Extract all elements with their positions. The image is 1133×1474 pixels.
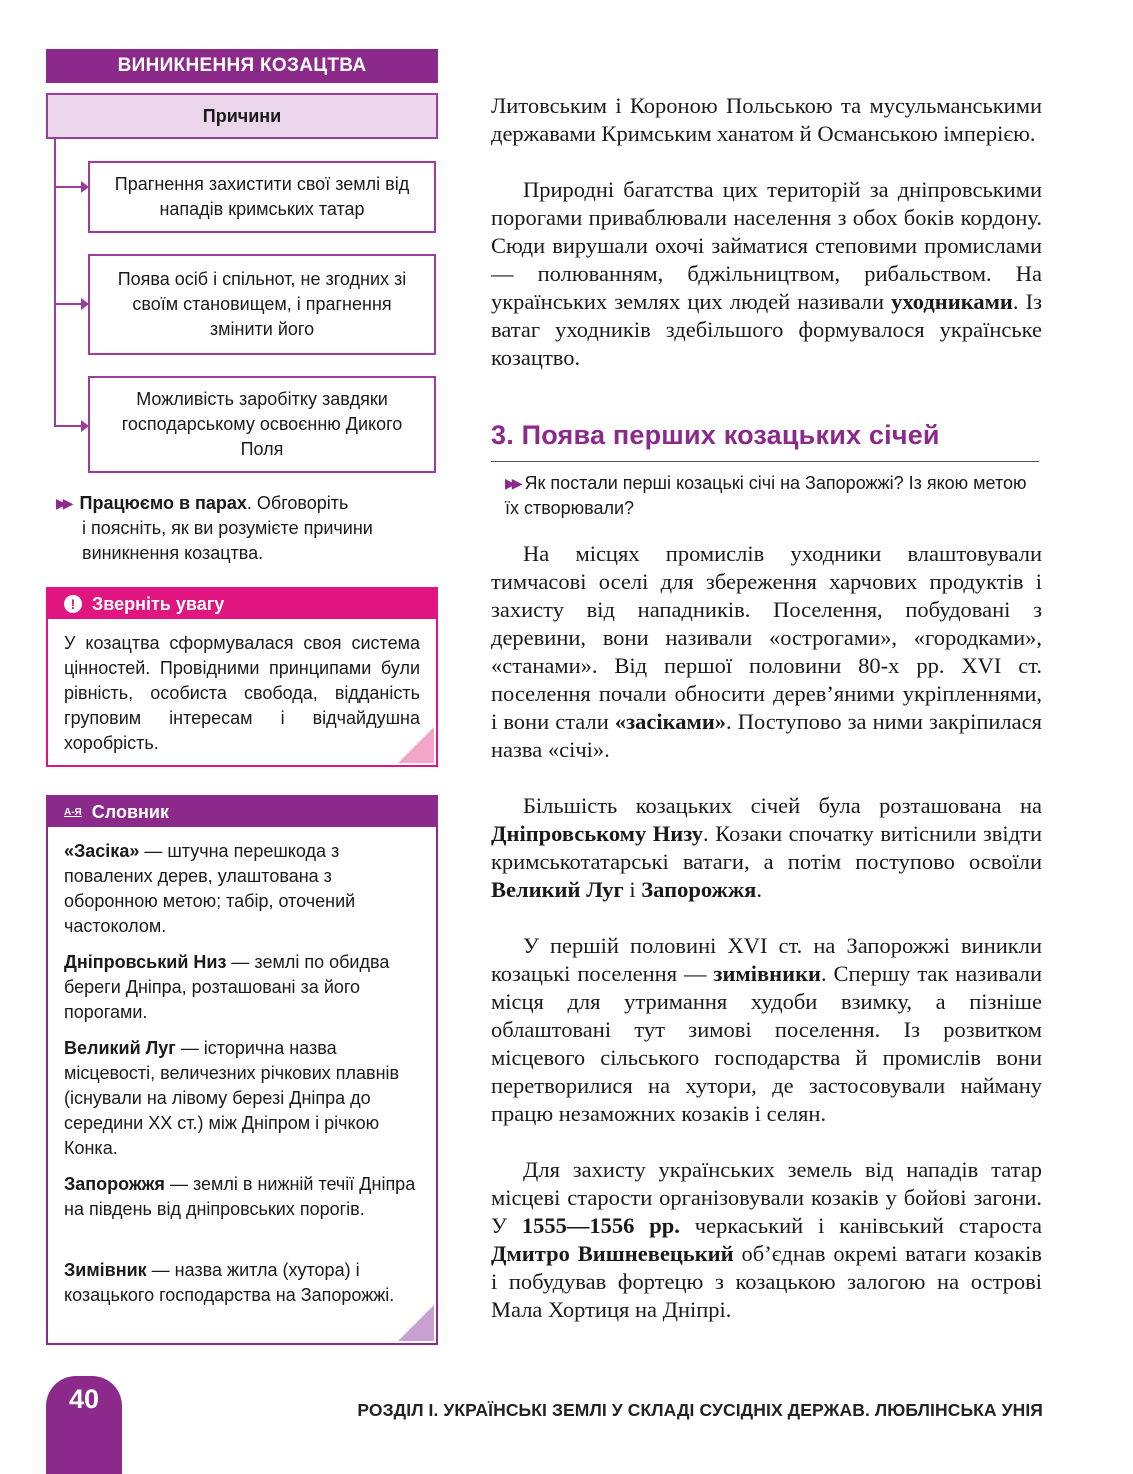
pairs-task-bold: Працюємо в парах <box>79 493 247 513</box>
dictionary-box <box>46 795 438 1345</box>
text-span: . Козаки спочатку витіснили звідти кримськотатарські ватаги, а потім поступово освоїли <box>491 821 1042 874</box>
attention-header <box>48 589 436 619</box>
text-span: Більшість козацьких січей була розташована на <box>523 793 1042 818</box>
paragraph-5 <box>491 932 1042 1128</box>
question-text: Як постали перші козацькі січі на Запорожжі? Із якою метою їх створювали? <box>505 473 1027 518</box>
arrow-icon <box>56 186 82 188</box>
attention-box <box>46 587 438 767</box>
paragraph-3 <box>491 540 1042 764</box>
dictionary-term: Великий Луг <box>64 1038 176 1058</box>
dictionary-icon: А-Я <box>64 806 82 818</box>
pairs-task-line1: . Обговоріть <box>246 493 349 513</box>
text-span: Природні багатства цих територій за дніпровськими порогами приваблювали населення з обох боків кордону. Сюди вирушали охочі займатися степовими промислами — полюванням, бджільництвом, рибальством. На українських землях цих людей називали <box>491 177 1042 314</box>
bold-term: Запорожжя <box>641 877 757 902</box>
bold-term: уходниками <box>891 289 1013 314</box>
section-title: 3. Поява перших козацьких січей <box>491 420 940 450</box>
reason-box-2: Поява осіб і спільнот, не згодних зі своїм становищем, і прагнення змінити його <box>88 254 436 355</box>
text-span: У першій половині XVI ст. на Запорожжі виникли козацькі поселення — <box>491 933 1042 986</box>
dictionary-entry <box>64 1258 424 1308</box>
dictionary-definition: — штучна перешкода з повалених дерев, улаштована з оборонною метою; табір, оточений частоколом. <box>64 841 356 936</box>
bold-term: «засіками» <box>614 709 727 734</box>
pairs-task-line3: виникнення козацтва. <box>82 543 264 563</box>
chapter-title: РОЗДІЛ І. УКРАЇНСЬКІ ЗЕМЛІ У СКЛАДІ СУСІДНІХ ДЕРЖАВ. ЛЮБЛІНСЬКА УНІЯ <box>357 1400 1043 1420</box>
attention-title: Зверніть увагу <box>92 593 225 614</box>
dictionary-definition: — назва житла (хутора) і козацького господарства на Запорожжі. <box>64 1260 395 1305</box>
exclamation-icon: ! <box>64 595 82 613</box>
dictionary-header <box>48 797 436 827</box>
diagram-connector <box>54 137 56 427</box>
arrow-icon <box>56 425 82 427</box>
double-arrow-icon: ▶▶ <box>505 475 519 491</box>
text-span: На місцях промислів уходники влаштовували тимчасові оселі для збереження харчових продуктів і захисту від нападників. Поселення, побудовані з деревини, вони називали «острогами», «городками», «станами». Від першої половини 80-х рр. XVI ст. поселення почали обносити дерев’яними укріпленнями, і вони стали <box>491 541 1042 734</box>
attention-text: У козацтва сформувалася своя система цінностей. Провідними принципами були рівність, особиста свобода, відданість груповим інтересам і відчайдушна хоробрість. <box>64 633 420 753</box>
bold-term: Великий Луг <box>491 877 624 902</box>
page-number: 40 <box>68 1384 100 1414</box>
text-span: . Поступово за ними закріпилася назва «січі». <box>491 709 1042 762</box>
dictionary-term: Дніпровський Низ <box>64 952 227 972</box>
paragraph-4 <box>491 792 1042 904</box>
section-divider <box>491 461 1039 462</box>
corner-decoration <box>398 727 434 763</box>
text-span: Для захисту українських земель від нападів татар місцеві старости організовували козаків у бойові загони. У <box>491 1157 1042 1238</box>
bold-term: зимівники <box>713 961 821 986</box>
dictionary-entry <box>64 950 424 1025</box>
dictionary-definition: — історична назва місцевості, величезних річкових плавнів (існували на лівому березі Дніпра до середини XX ст.) між Дніпром і річкою Конка. <box>64 1038 400 1158</box>
diagram-title: ВИНИКНЕННЯ КОЗАЦТВА <box>46 49 438 83</box>
arrow-icon <box>56 303 82 305</box>
bold-term: Дніпровському Низу <box>491 821 704 846</box>
text-span: об’єднав окремі ватаги козаків і побудував фортецю з козацькою залогою на острові Мала Хортиця на Дніпрі. <box>491 1241 1043 1322</box>
section-question <box>505 471 1045 521</box>
dictionary-title: Словник <box>91 801 169 822</box>
dictionary-entry <box>64 1172 424 1222</box>
paragraph-1: Литовським і Короною Польською та мусульманськими державами Кримським ханатом й Османською імперією. <box>491 93 1042 146</box>
bold-term: 1555—1556 рр. <box>521 1213 680 1238</box>
double-arrow-icon: ▶▶ <box>56 495 70 511</box>
reason-box-3: Можливість заробітку завдяки господарському освоєнню Дикого Поля <box>88 376 436 473</box>
dictionary-definition: — землі в нижній течії Дніпра на південь від дніпровських порогів. <box>64 1174 416 1219</box>
corner-decoration <box>398 1305 434 1341</box>
dictionary-entry <box>64 1036 424 1161</box>
text-span: черкаський і канівський староста <box>679 1213 1042 1238</box>
dictionary-entry <box>64 839 424 939</box>
text-span: . Із ватаг уходників здебільшого формувалося українське козацтво. <box>491 289 1042 370</box>
pairs-task-line2: і поясніть, як ви розумієте причини <box>82 518 373 538</box>
bold-term: Дмитро Вишневецький <box>491 1241 734 1266</box>
dictionary-term: Запорожжя <box>64 1174 165 1194</box>
text-span: . <box>756 877 762 902</box>
dictionary-definition: — землі по обидва береги Дніпра, розташовані за його порогами. <box>64 952 390 1022</box>
text-span: і <box>623 877 642 902</box>
reason-box-1: Прагнення захистити свої землі від нападів кримських татар <box>88 161 436 233</box>
paragraph-2 <box>491 176 1042 372</box>
diagram-reasons-header: Причини <box>46 93 438 139</box>
text-span: . Спершу так називали місця для утримання худоби взимку, а пізніше облаштовані тут зимові поселення. Із розвитком місцевого сільського господарства й промислів вони перетворилися на хутори, де застосовували найману працю незаможних козаків і селян. <box>491 961 1042 1126</box>
dictionary-term: Зимівник <box>64 1260 147 1280</box>
pairs-task <box>56 491 436 566</box>
paragraph-6 <box>491 1156 1042 1324</box>
dictionary-term: «Засіка» <box>64 841 140 861</box>
